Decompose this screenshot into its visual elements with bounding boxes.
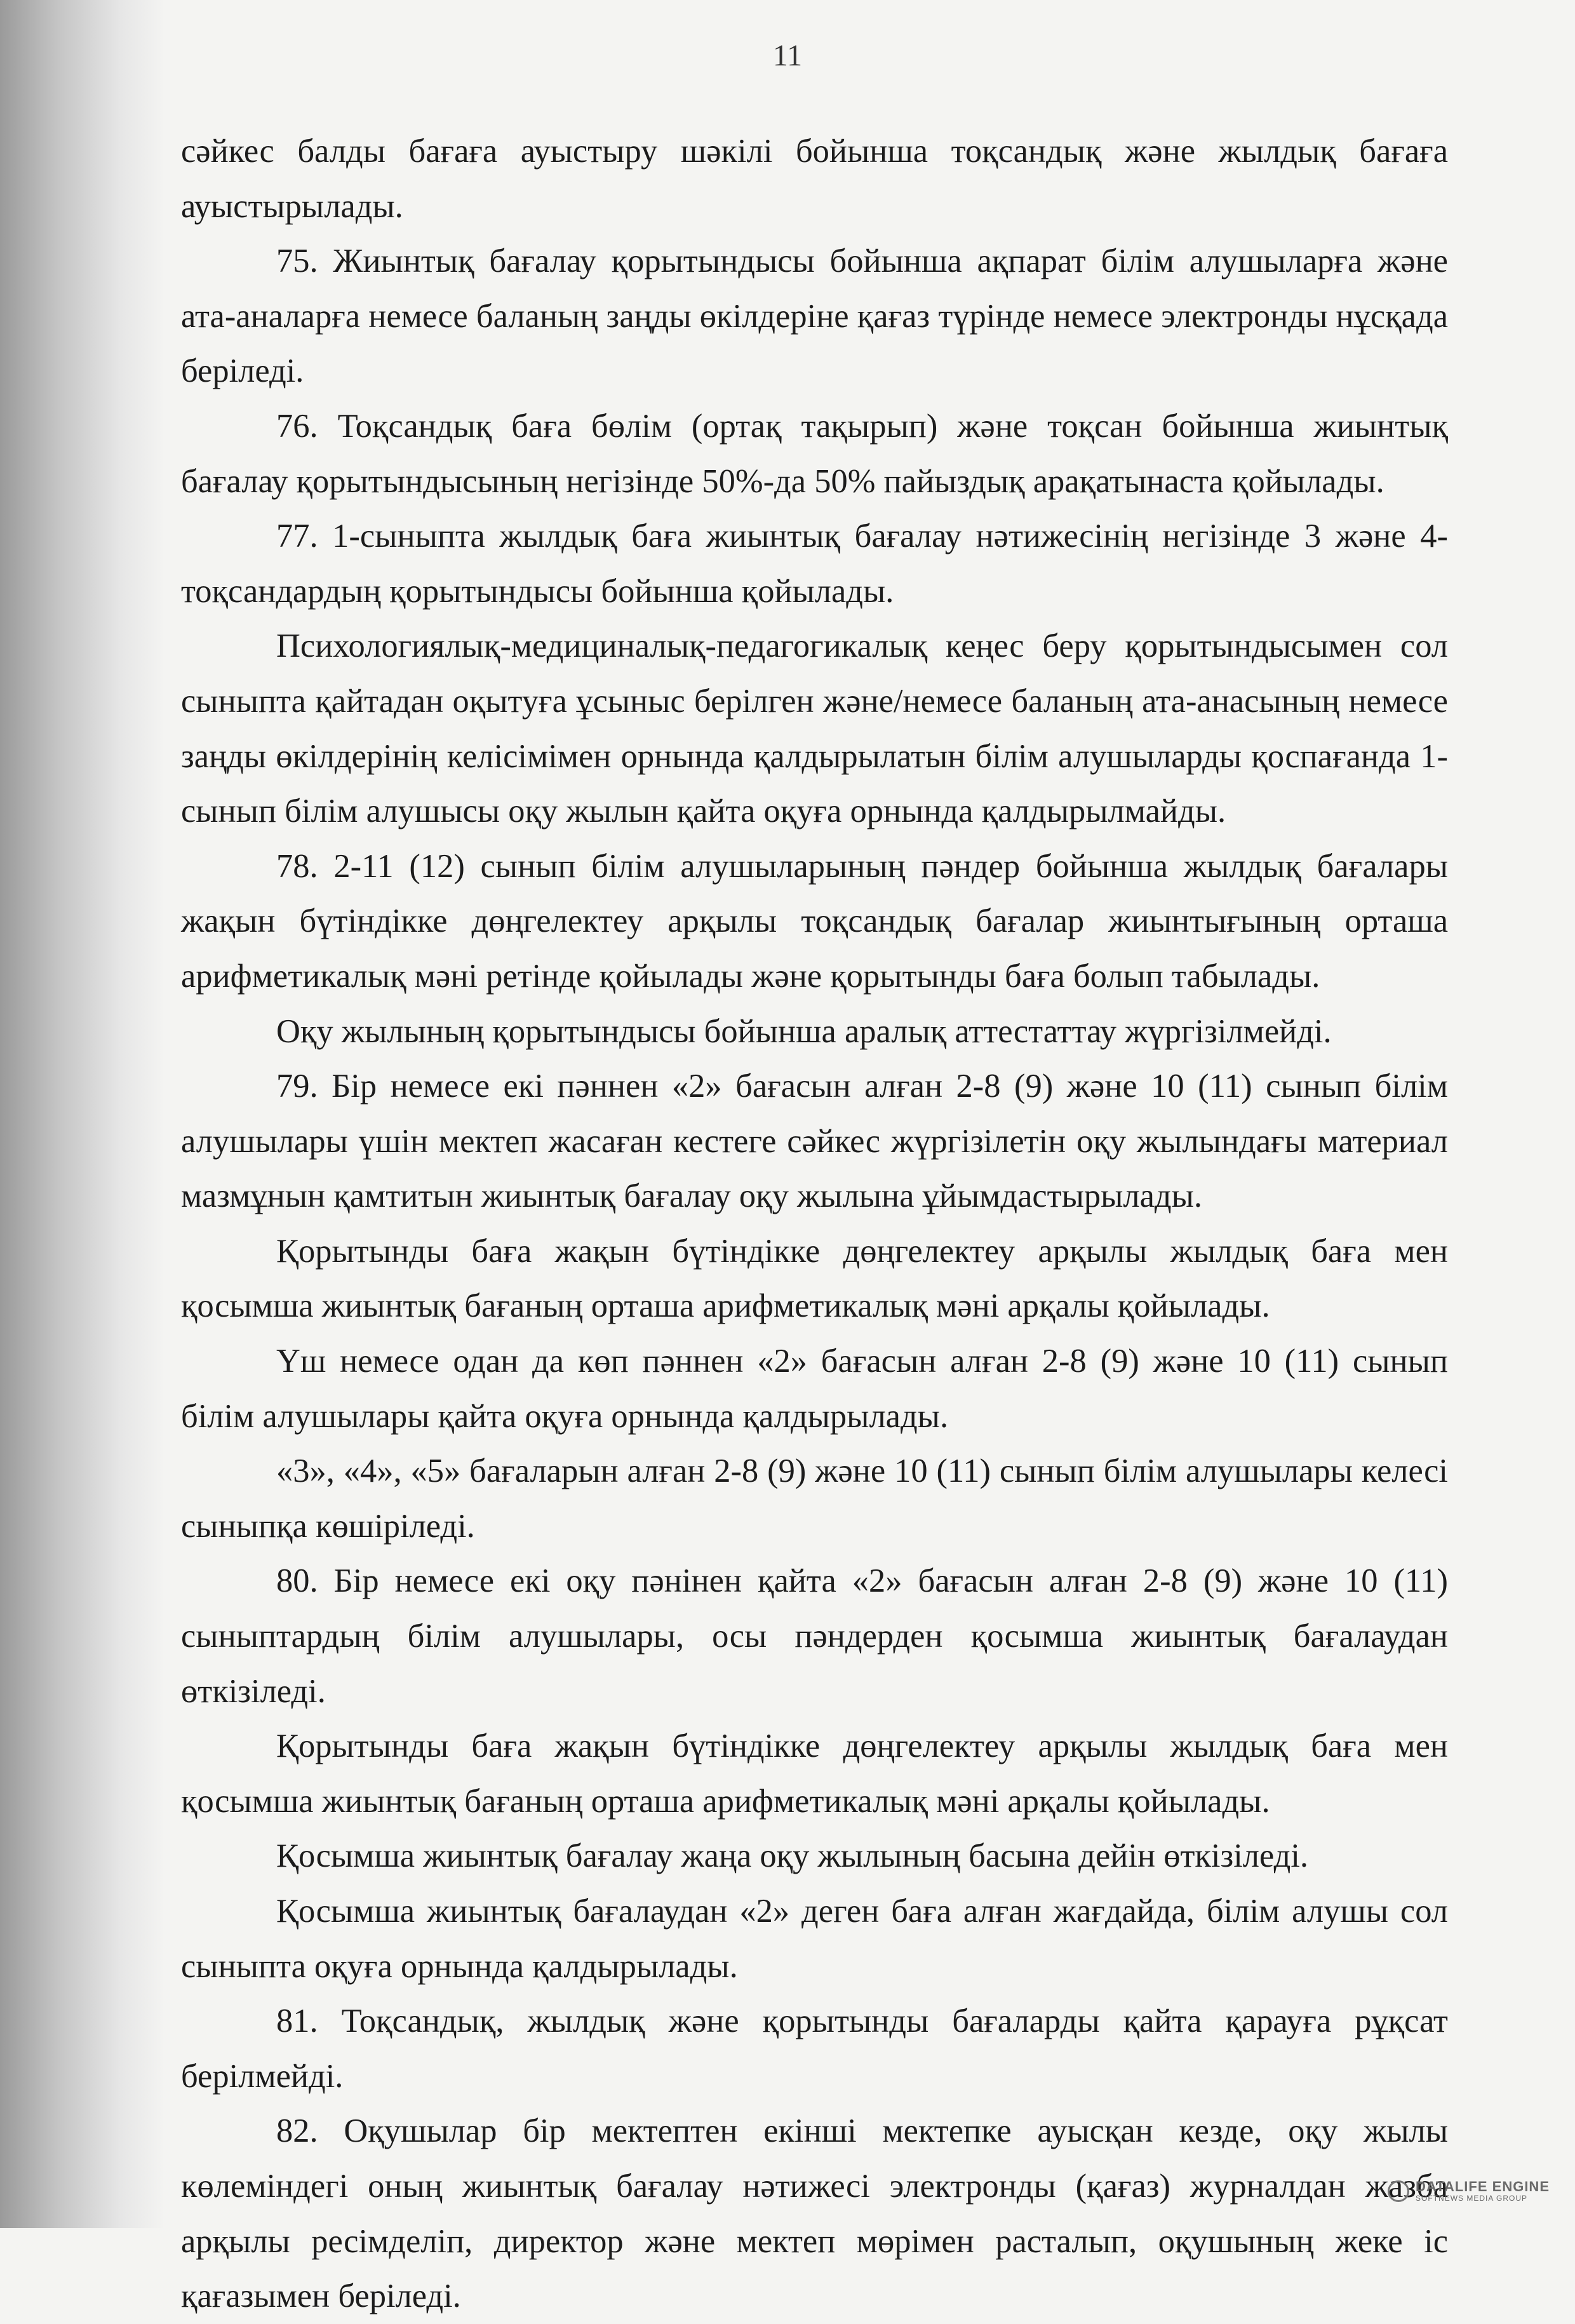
paragraph-80-final-grade: Қорытынды баға жақын бүтіндікке дөңгелектеу арқылы жылдық баға мен қосымша жиынтық бағаның орташа арифметикалық мәні арқалы қойылады. [181,1728,1448,1820]
paragraph-80-repeat: Қосымша жиынтық бағалаудан «2» деген баға алған жағдайда, білім алушы сол сыныпта оқуға орнында қалдырылады. [181,1893,1448,1985]
watermark-sub: SOFTNEWS MEDIA GROUP [1416,2194,1528,2203]
paragraph-76: 76. Тоқсандық баға бөлім (ортақ тақырып) және тоқсан бойынша жиынтық бағалау қорытындысының негізінде 50%-да 50% пайыздық арақатынаста қойылады. [181,407,1448,500]
binding-shadow [0,0,165,2228]
paragraph-79: 79. Бір немесе екі пәннен «2» бағасын алған 2-8 (9) және 10 (11) сынып білім алушылары үшін мектеп жасаған кестеге сәйкес жүргізілетін оқу жылындағы материал мазмұнын қамтитын жиынтық бағалау оқу жылына ұйымдастырылады. [181,1068,1448,1215]
page-number: 11 [772,39,803,72]
watermark-logo-icon [1388,2180,1409,2202]
paragraph-80-timing: Қосымша жиынтық бағалау жаңа оқу жылының басына дейін өткізіледі. [276,1837,1309,1875]
paragraph-77-note: Психологиялық-медициналық-педагогикалық кеңес беру қорытындысымен сол сыныпта қайтадан оқытуға ұсыныс берілген және/немесе баланың ата-анасының немесе заңды өкілдерінің келісімімен орнында қалдырылатын білім алушыларды қоспағанда 1-сынып білім алушысы оқу жылын қайта оқуға орнында қалдырылмайды. [181,628,1448,830]
paragraph-77: 77. 1-сыныпта жылдық баға жиынтық бағалау нәтижесінің негізінде 3 және 4-тоқсандардың қорытындысы бойынша қойылады. [181,518,1448,610]
document-body [181,124,1448,2324]
paragraph-78-note: Оқу жылының қорытындысы бойынша аралық аттестаттау жүргізілмейді. [276,1012,1332,1050]
paragraph-79-repeat: Үш немесе одан да көп пәннен «2» бағасын алған 2-8 (9) және 10 (11) сынып білім алушылары қайта оқуға орнында қалдырылады. [181,1343,1448,1435]
paragraph-82: 82. Оқушылар бір мектептен екінші мектепке ауысқан кезде, оқу жылы көлеміндегі оның жиынтық бағалау нәтижесі электронды (қағаз) журналдан жазба арқылы ресімделіп, директор және мектеп мөрімен расталып, оқушының жеке іс қағазымен беріледі. [181,2112,1448,2315]
paragraph-80: 80. Бір немесе екі оқу пәнінен қайта «2» бағасын алған 2-8 (9) және 10 (11) сыныптардың білім алушылары, осы пәндерден қосымша жиынтық бағалаудан өткізіледі. [181,1562,1448,1710]
paragraph-75: 75. Жиынтық бағалау қорытындысы бойынша ақпарат білім алушыларға және ата-аналарға немесе баланың заңды өкілдеріне қағаз түрінде немесе электронды нұсқада беріледі. [181,243,1448,390]
paragraph-79-promote: «3», «4», «5» бағаларын алған 2-8 (9) және 10 (11) сынып білім алушылары келесі сыныпқа көшіріледі. [181,1453,1448,1545]
watermark-name: DATALIFE ENGINE [1416,2179,1550,2194]
paragraph-78: 78. 2-11 (12) сынып білім алушыларының пәндер бойынша жылдық бағалары жақын бүтіндікке дөңгелектеу арқылы тоқсандық бағалар жиынтығының орташа арифметикалық мәні ретінде қойылады және қорытынды баға болып табылады. [181,847,1448,995]
watermark [1388,2180,1550,2203]
paragraph-79-final-grade: Қорытынды баға жақын бүтіндікке дөңгелектеу арқылы жылдық баға мен қосымша жиынтық бағаның орташа арифметикалық мәні арқалы қойылады. [181,1232,1448,1325]
paragraph-continuation: сәйкес балды бағаға ауыстыру шәкілі бойынша тоқсандық және жылдық бағаға ауыстырылады. [181,133,1448,225]
paragraph-81: 81. Тоқсандық, жылдық және қорытынды бағаларды қайта қарауға рұқсат берілмейді. [181,2003,1448,2095]
